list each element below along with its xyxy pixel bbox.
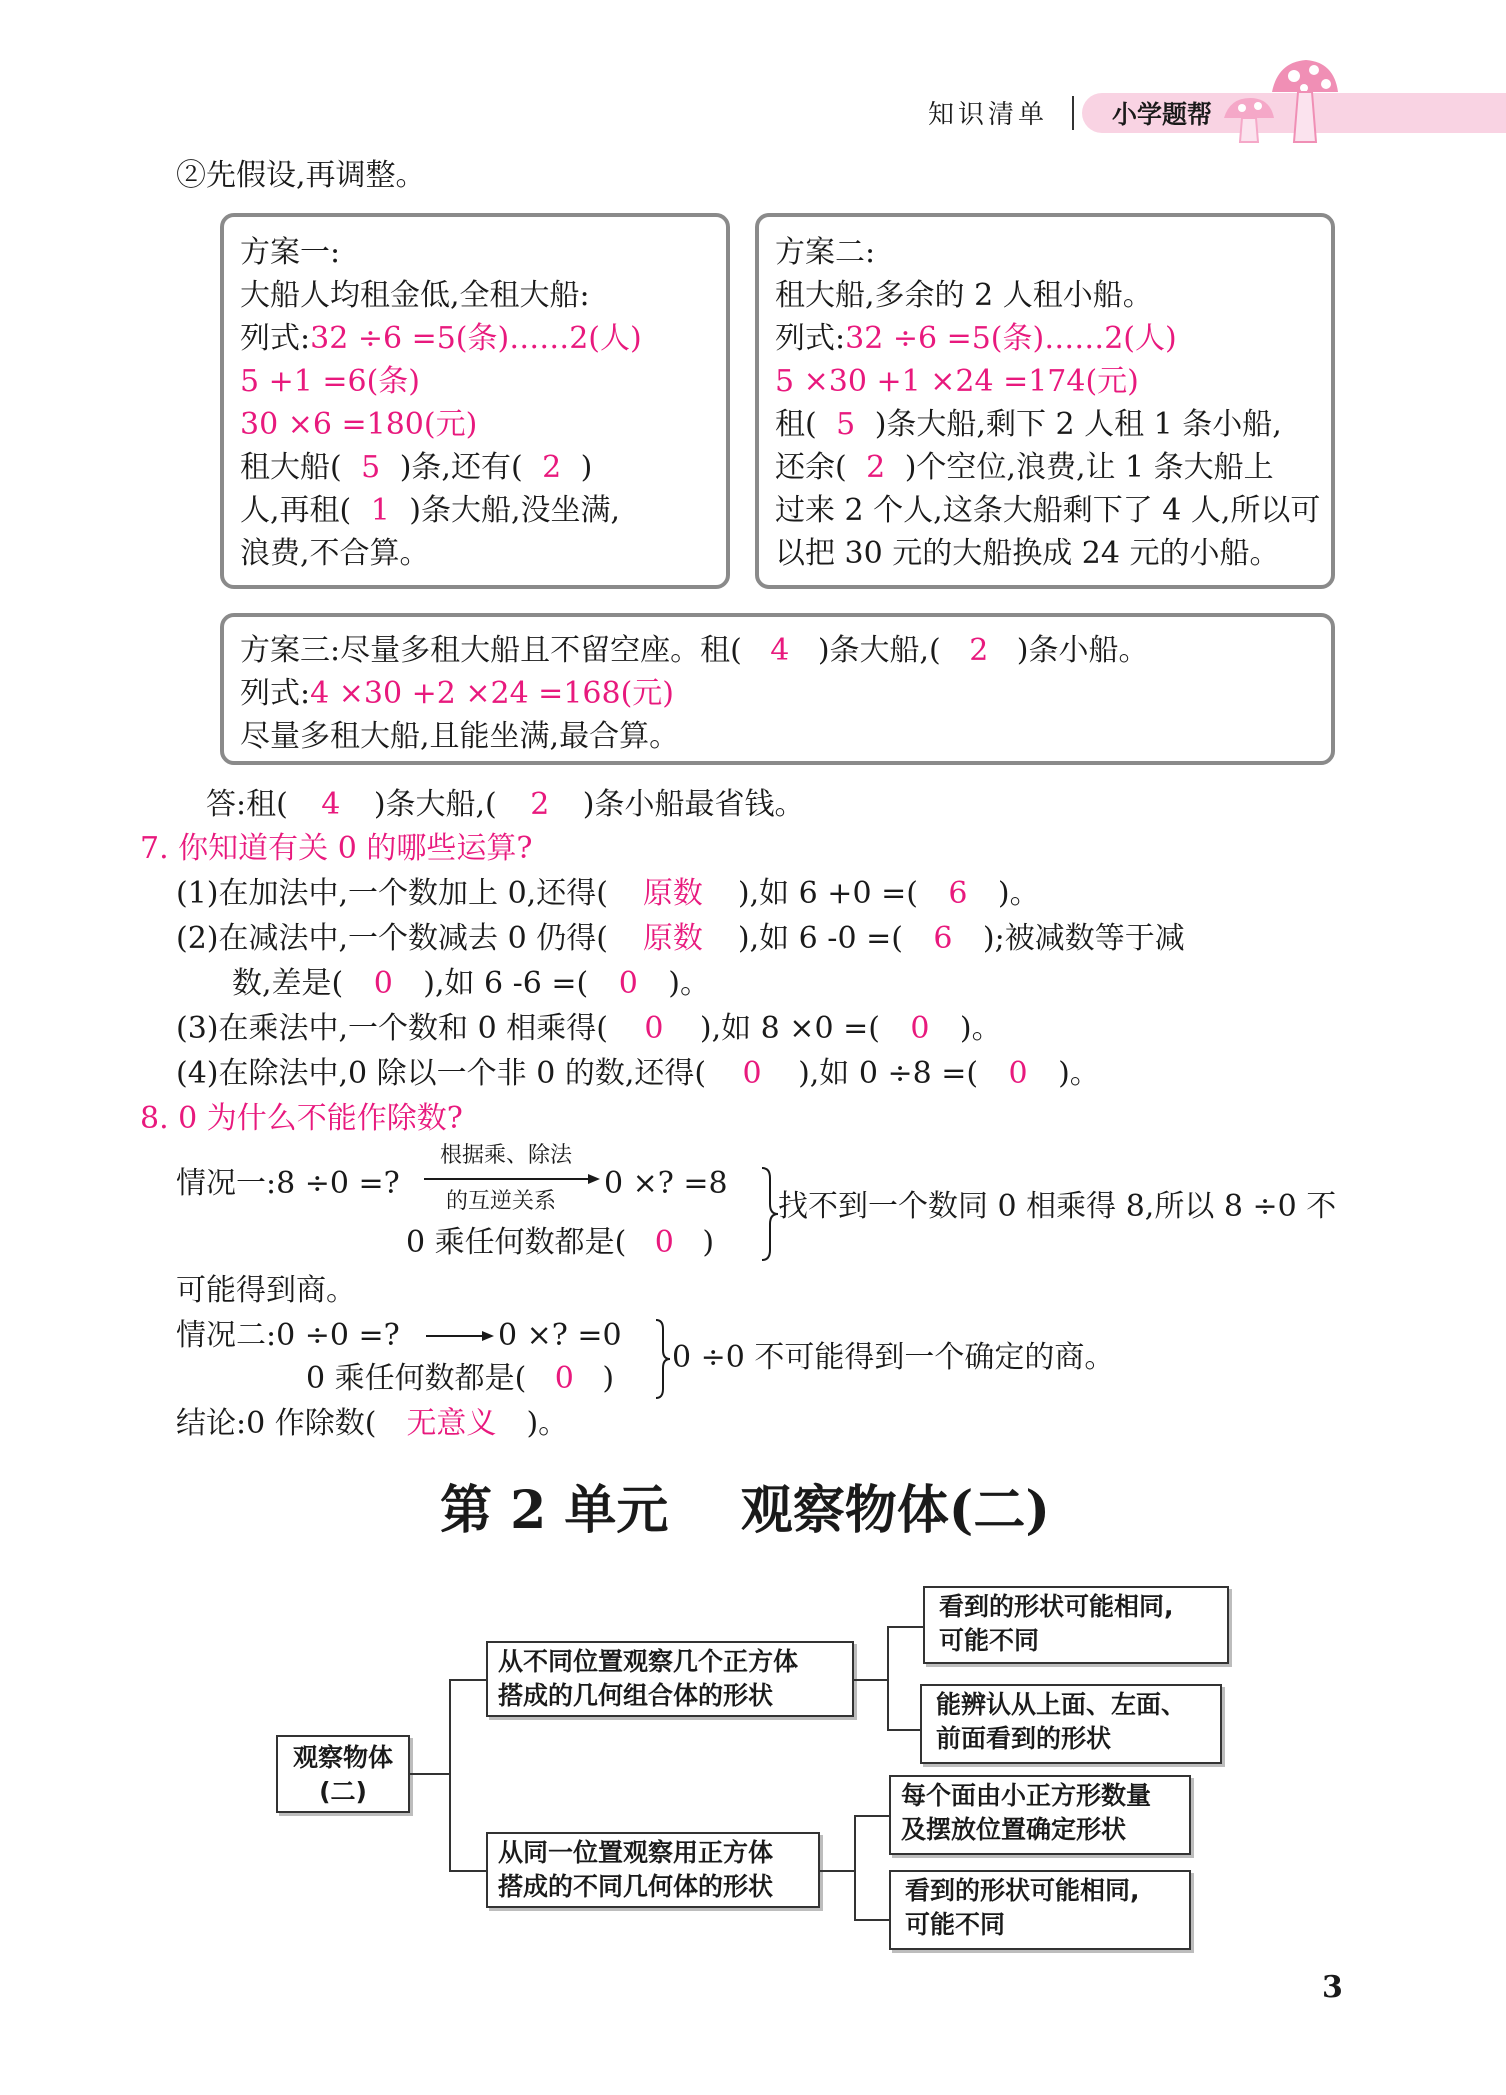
case1-conclusion-cont: 可能得到商。 — [176, 1273, 356, 1308]
arrow-top-label: 根据乘、除法 — [440, 1143, 573, 1168]
intro-line: ②先假设,再调整。 — [176, 158, 426, 193]
connector — [410, 1773, 450, 1775]
plan1-fill-line2: 人,再租( 1 )条大船,没坐满, — [240, 489, 726, 532]
mindmap-root: 观察物体 (二) — [276, 1735, 410, 1813]
q7-item2-cont: 数,差是( 0 ),如 6 -6 =( 0 )。 — [232, 966, 710, 1001]
q7-item3: (3)在乘法中,一个数和 0 相乘得( 0 ),如 8 ×0 =( 0 )。 — [176, 1011, 1002, 1046]
connector — [854, 1815, 889, 1817]
case2-equation: 情况二:0 ÷0 =? — [176, 1318, 400, 1353]
case2-blank: 0 — [554, 1361, 574, 1396]
connector — [854, 1919, 889, 1921]
plan1-formula1-line: 列式:32 ÷6 =5(条)……2(人) — [240, 321, 642, 356]
connector — [887, 1626, 923, 1628]
mindmap-leaf-2: 能辨认从上面、左面、 前面看到的形状 — [920, 1684, 1222, 1764]
q8-conclusion: 结论:0 作除数( 无意义 )。 — [176, 1403, 568, 1445]
plan1-box — [220, 213, 730, 589]
case1-blank: 0 — [654, 1225, 674, 1260]
plan2-box — [755, 213, 1335, 589]
plan1-blank-b: 2 — [542, 450, 562, 485]
q8-title: 8. 0 为什么不能作除数? — [140, 1101, 463, 1136]
unit-title: 第 2 单元 观察物体(二) — [440, 1480, 1051, 1541]
case2-zero-rule: 0 乘任何数都是( 0 ) — [306, 1358, 614, 1400]
plan2-blank-a: 5 — [836, 407, 856, 442]
connector — [887, 1626, 889, 1731]
connector — [820, 1870, 855, 1872]
plan1-formula1: 32 ÷6 =5(条)……2(人) — [310, 321, 642, 356]
mindmap-leaf-3: 每个面由小正方形数量 及摆放位置确定形状 — [889, 1775, 1191, 1855]
header-left-title: 知识清单 — [928, 100, 1049, 130]
plan1-title: 方案一: — [240, 235, 341, 270]
connector — [449, 1870, 486, 1872]
plan2-line5: 过来 2 个人,这条大船剩下了 4 人,所以可 — [775, 493, 1321, 528]
plan2-formula2: 5 ×30 +1 ×24 =174(元) — [775, 364, 1139, 399]
conclusion-blank: 无意义 — [406, 1406, 497, 1441]
plan1-blank-a: 5 — [361, 450, 381, 485]
case1-inverse: 0 ×? =8 — [604, 1166, 728, 1201]
mushroom-icon — [1222, 52, 1342, 148]
brace-icon — [760, 1166, 780, 1262]
plan3-blank-a: 4 — [770, 633, 790, 668]
plan3-line1: 方案三:尽量多租大船且不留空座。租( 4 )条大船,( 2 )条小船。 — [240, 629, 1331, 672]
plan2-formula1-line: 列式:32 ÷6 =5(条)……2(人) — [775, 321, 1177, 356]
header-divider — [1072, 96, 1074, 130]
plan3-formula-line: 列式:4 ×30 +2 ×24 =168(元) — [240, 676, 674, 711]
plan2-fill-line1: 租( 5 )条大船,剩下 2 人租 1 条小船, — [775, 403, 1331, 446]
plan2-line6: 以把 30 元的大船换成 24 元的小船。 — [775, 536, 1280, 571]
case2-inverse: 0 ×? =0 — [498, 1318, 622, 1353]
plan2-line1: 租大船,多余的 2 人租小船。 — [775, 278, 1153, 313]
answer-line: 答:租( 4 )条大船,( 2 )条小船最省钱。 — [206, 784, 804, 826]
q7-item4: (4)在除法中,0 除以一个非 0 的数,还得( 0 ),如 0 ÷8 =( 0 )。 — [176, 1056, 1100, 1091]
header-right-title: 小学题帮 — [1112, 100, 1213, 129]
q7-title: 7. 你知道有关 0 的哪些运算? — [140, 831, 533, 866]
plan3-blank-b: 2 — [969, 633, 989, 668]
q7-item1: (1)在加法中,一个数加上 0,还得( 原数 ),如 6 +0 =( 6 )。 — [176, 876, 1040, 911]
arrow-bottom-label: 的互逆关系 — [446, 1189, 557, 1214]
plan2-formula1: 32 ÷6 =5(条)……2(人) — [845, 321, 1177, 356]
plan1-fill-line1: 租大船( 5 )条,还有( 2 ) — [240, 446, 726, 489]
plan1-last-line: 浪费,不合算。 — [240, 536, 430, 571]
case2-conclusion: 0 ÷0 不可能得到一个确定的商。 — [672, 1340, 1115, 1375]
case1-zero-rule: 0 乘任何数都是( 0 ) — [406, 1222, 714, 1264]
mindmap-branch-2: 从同一位置观察用正方体 搭成的不同几何体的形状 — [486, 1832, 820, 1908]
plan1-formula3: 30 ×6 =180(元) — [240, 407, 478, 442]
connector — [449, 1679, 451, 1872]
case1-equation: 情况一:8 ÷0 =? — [176, 1166, 400, 1201]
brace-icon-2 — [654, 1318, 672, 1400]
plan3-line3: 尽量多租大船,且能坐满,最合算。 — [240, 719, 680, 754]
plan2-fill-line2: 还余( 2 )个空位,浪费,让 1 条大船上 — [775, 446, 1331, 489]
arrow-right-icon — [424, 1172, 600, 1186]
connector — [887, 1729, 920, 1731]
plan1-blank-c: 1 — [370, 493, 390, 528]
mindmap-branch-1: 从不同位置观察几个正方体 搭成的几何组合体的形状 — [486, 1641, 854, 1717]
answer-blank-a: 4 — [321, 787, 341, 822]
answer-blank-b: 2 — [530, 787, 550, 822]
plan2-title: 方案二: — [775, 235, 876, 270]
plan1-line1: 大船人均租金低,全租大船: — [240, 278, 590, 313]
plan3-formula: 4 ×30 +2 ×24 =168(元) — [310, 676, 674, 711]
mindmap-leaf-1: 看到的形状可能相同, 可能不同 — [923, 1586, 1229, 1664]
connector — [449, 1679, 486, 1681]
plan2-blank-b: 2 — [866, 450, 886, 485]
arrow-right-icon-2 — [426, 1329, 494, 1343]
mindmap-leaf-4: 看到的形状可能相同, 可能不同 — [889, 1870, 1191, 1950]
plan1-formula2: 5 +1 =6(条) — [240, 364, 421, 399]
connector — [854, 1815, 856, 1921]
case1-conclusion: 找不到一个数同 0 相乘得 8,所以 8 ÷0 不 — [778, 1189, 1337, 1224]
connector — [854, 1679, 888, 1681]
q7-item2: (2)在减法中,一个数减去 0 仍得( 原数 ),如 6 -0 =( 6 );被减数等于减 — [176, 921, 1185, 956]
plan3-box — [220, 613, 1335, 765]
page-number: 3 — [1322, 1970, 1343, 2005]
